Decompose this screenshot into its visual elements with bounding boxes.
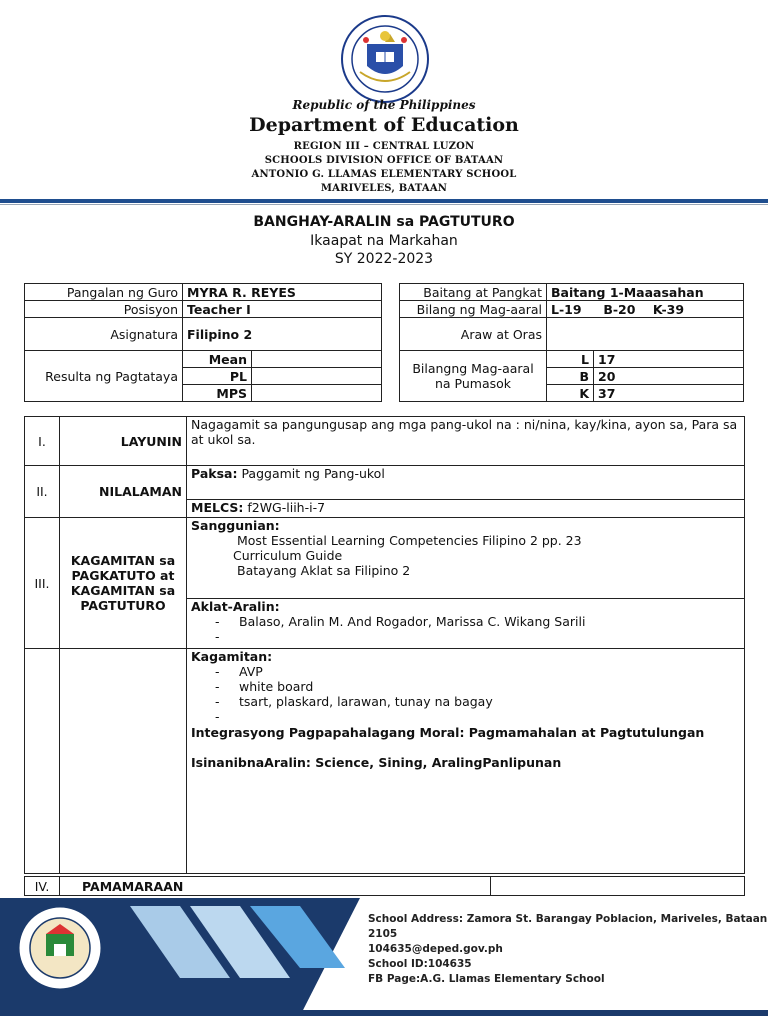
deped-seal-logo	[340, 14, 430, 104]
count-value	[547, 301, 744, 318]
kagamitan-item: - white board	[215, 679, 314, 694]
kagamitan-item: -	[215, 709, 220, 724]
day-label: Araw at Oras	[400, 318, 547, 351]
sanggunian-item: Curriculum Guide	[233, 548, 343, 563]
letterhead	[0, 0, 768, 205]
kagamitan-label: Kagamitan:	[191, 649, 273, 664]
aklat-label: Aklat-Aralin:	[191, 599, 280, 614]
teacher-label: Pangalan ng Guro	[25, 284, 183, 301]
division-text: SCHOOLS DIVISION OFFICE OF BATAAN	[264, 155, 504, 166]
present-label: Bilangng Mag-aaral na Pumasok	[400, 351, 547, 402]
school-name: ANTONIO G. LLAMAS ELEMENTARY SCHOOL	[251, 169, 517, 180]
section-blank-label	[60, 649, 187, 874]
kagamitan-item: - AVP	[215, 664, 263, 679]
mps-value	[252, 385, 382, 402]
day-value	[547, 318, 744, 351]
melcs-value: f2WG-liih-i-7	[247, 500, 326, 515]
mean-value	[252, 351, 382, 368]
paksa-value: Paggamit ng Pang-ukol	[241, 466, 385, 481]
k-value: 37	[594, 385, 744, 402]
section-4-table	[24, 876, 745, 896]
document-title: BANGHAY-ARALIN sa PAGTUTURO	[253, 214, 515, 230]
result-label: Resulta ng Pagtataya	[25, 351, 183, 402]
section-3-label: KAGAMITAN sa PAGKATUTO at KAGAMITAN sa PAGTUTURO	[60, 518, 187, 649]
melcs-row	[187, 500, 745, 518]
aklat-item: - Balaso, Aralin M. And Rogador, Marissa C. Wikang Sarili	[215, 614, 586, 629]
count-l: L-19	[551, 301, 582, 317]
kagamitan-item: - tsart, plaskard, larawan, tunay na bagay	[215, 694, 493, 709]
count-label: Bilang ng Mag-aaral	[400, 301, 547, 318]
pl-value	[252, 368, 382, 385]
section-4-number: IV.	[25, 877, 60, 896]
k-label: K	[547, 385, 594, 402]
info-table-left	[24, 283, 382, 402]
section-4-blank	[491, 877, 745, 896]
quarter-text: Ikaapat na Markahan	[310, 233, 458, 249]
grade-value: Baitang 1-Maaasahan	[547, 284, 744, 301]
aklat-item: -	[215, 629, 220, 644]
section-3-number: III.	[25, 518, 60, 649]
section-1-number: I.	[25, 417, 60, 466]
b-value: 20	[594, 368, 744, 385]
mean-label: Mean	[183, 351, 252, 368]
subject-value: Filipino 2	[183, 318, 382, 351]
integrasyon-text: Integrasyong Pagpapahalagang Moral: Pagmamahalan at Pagtutulungan	[191, 725, 705, 740]
grade-label: Baitang at Pangkat	[400, 284, 547, 301]
school-id: School ID:104635	[368, 958, 472, 970]
lesson-plan-table	[24, 416, 745, 874]
school-address: School Address: Zamora St. Barangay Poblacion, Mariveles, Bataan 2105	[368, 913, 768, 940]
pl-label: PL	[183, 368, 252, 385]
school-email[interactable]: 104635@deped.gov.ph	[368, 943, 503, 955]
l-label: L	[547, 351, 594, 368]
subject-label: Asignatura	[25, 318, 183, 351]
footer-contact	[368, 912, 768, 987]
aklat-cell	[187, 599, 745, 649]
objective-text: Nagagamit sa pangungusap ang mga pang-ukol na : ni/nina, kay/kina, ayon sa, Para sa at ukol sa.	[187, 417, 745, 466]
section-2-number: II.	[25, 466, 60, 518]
sanggunian-label: Sanggunian:	[191, 518, 280, 533]
isinanib-text: IsinanibnaAralin: Science, Sining, AralingPanlipunan	[191, 755, 562, 770]
sanggunian-item: Most Essential Learning Competencies Filipino 2 pp. 23	[237, 533, 582, 548]
department-name: Department of Education	[249, 114, 519, 136]
position-value: Teacher I	[183, 301, 382, 318]
section-blank-number	[25, 649, 60, 874]
section-4-label: PAMAMARAAN	[60, 877, 491, 896]
mps-label: MPS	[183, 385, 252, 402]
section-1-label: LAYUNIN	[60, 417, 187, 466]
count-b: B-20	[603, 301, 636, 317]
header-divider-thin	[0, 204, 768, 205]
melcs-label: MELCS:	[191, 500, 244, 515]
school-location: MARIVELES, BATAAN	[320, 183, 448, 194]
section-2-label: NILALAMAN	[60, 466, 187, 518]
position-label: Posisyon	[25, 301, 183, 318]
l-value: 17	[594, 351, 744, 368]
header-divider	[0, 199, 768, 203]
sanggunian-cell	[187, 518, 745, 599]
paksa-label: Paksa:	[191, 466, 238, 481]
region-text: REGION III – CENTRAL LUZON	[293, 141, 475, 152]
b-label: B	[547, 368, 594, 385]
school-year-text: SY 2022-2023	[334, 251, 434, 267]
info-table-right	[399, 283, 744, 402]
republic-text: Republic of the Philippines	[292, 98, 476, 112]
count-k: K-39	[652, 301, 685, 317]
kagamitan-cell	[187, 649, 745, 874]
fb-page[interactable]: FB Page:A.G. Llamas Elementary School	[368, 973, 605, 985]
teacher-value: MYRA R. REYES	[183, 284, 382, 301]
sanggunian-item: Batayang Aklat sa Filipino 2	[237, 563, 411, 578]
paksa-row	[187, 466, 745, 500]
